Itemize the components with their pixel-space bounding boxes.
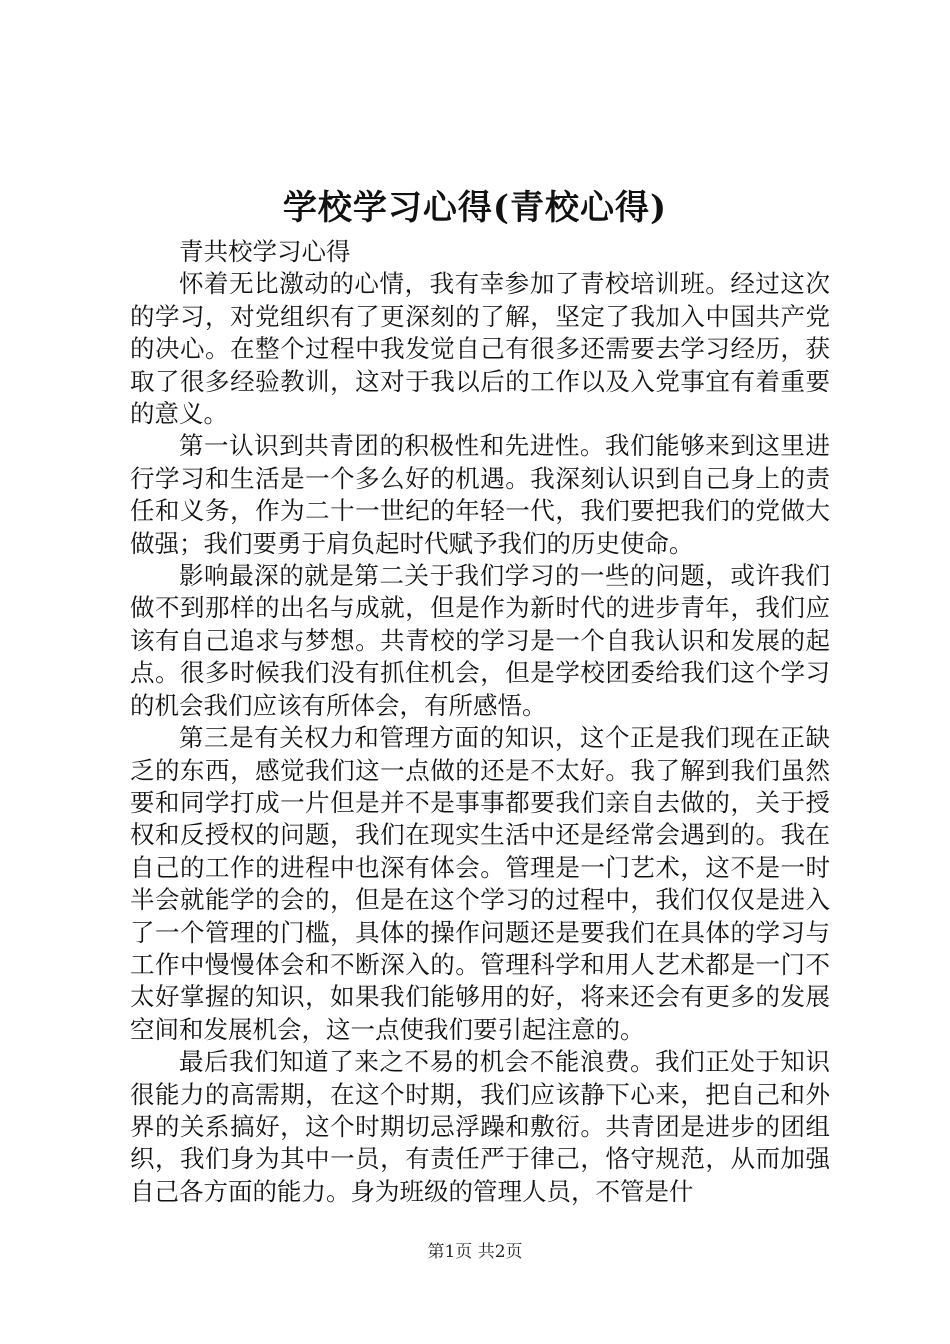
body-paragraph: 第一认识到共青团的积极性和先进性。我们能够来到这里进行学习和生活是一个多么好的机遇。我深刻认识到自己身上的责任和义务，作为二十一世纪的年轻一代，我们要把我们的党做大做强；我们要勇于肩负起时代赋予我们的历史使命。: [130, 431, 830, 558]
subtitle-paragraph: 青共校学习心得: [179, 237, 351, 266]
body-paragraph: 怀着无比激动的心情，我有幸参加了青校培训班。经过这次的学习，对党组织有了更深刻的了解，坚定了我加入中国共产党的决心。在整个过程中我发觉自己有很多还需要去学习经历，获取了很多经验教训，这对于我以后的工作以及入党事宜有着重要的意义。: [130, 269, 830, 429]
body-paragraph: 影响最深的就是第二关于我们学习的一些的问题，或许我们做不到那样的出名与成就，但是作为新时代的进步青年，我们应该有自己追求与梦想。共青校的学习是一个自我认识和发展的起点。很多时候我们没有抓住机会，但是学校团委给我们这个学习的机会我们应该有所体会，有所感悟。: [130, 561, 830, 720]
body-paragraph: 第三是有关权力和管理方面的知识，这个正是我们现在正缺乏的东西，感觉我们这一点做的还是不太好。我了解到我们虽然要和同学打成一片但是并不是事事都要我们亲自去做的，关于授权和反授权的问题，我们在现实生活中还是经常会遇到的。我在自己的工作的进程中也深有体会。管理是一门艺术，这不是一时半会就能学的会的，但是在这个学习的过程中，我们仅仅是进入了一个管理的门槛，具体的操作问题还是要我们在具体的学习与工作中慢慢体会和不断深入的。管理科学和用人艺术都是一门不太好掌握的知识，如果我们能够用的好，将来还会有更多的发展空间和发展机会，这一点使我们要引起注意的。: [130, 723, 830, 1044]
page-number-footer: 第1页 共2页: [427, 1242, 523, 1262]
document-title: 学校学习心得(青校心得): [282, 188, 668, 228]
document-body: [130, 236, 830, 1208]
body-paragraph: 最后我们知道了来之不易的机会不能浪费。我们正处于知识很能力的高需期，在这个时期，我们应该静下心来，把自己和外界的关系搞好，这个时期切忌浮躁和敷衍。共青团是进步的团组织，我们身为其中一员，有责任严于律己，恪守规范，从而加强自己各方面的能力。身为班级的管理人员，不管是什: [130, 1047, 830, 1206]
